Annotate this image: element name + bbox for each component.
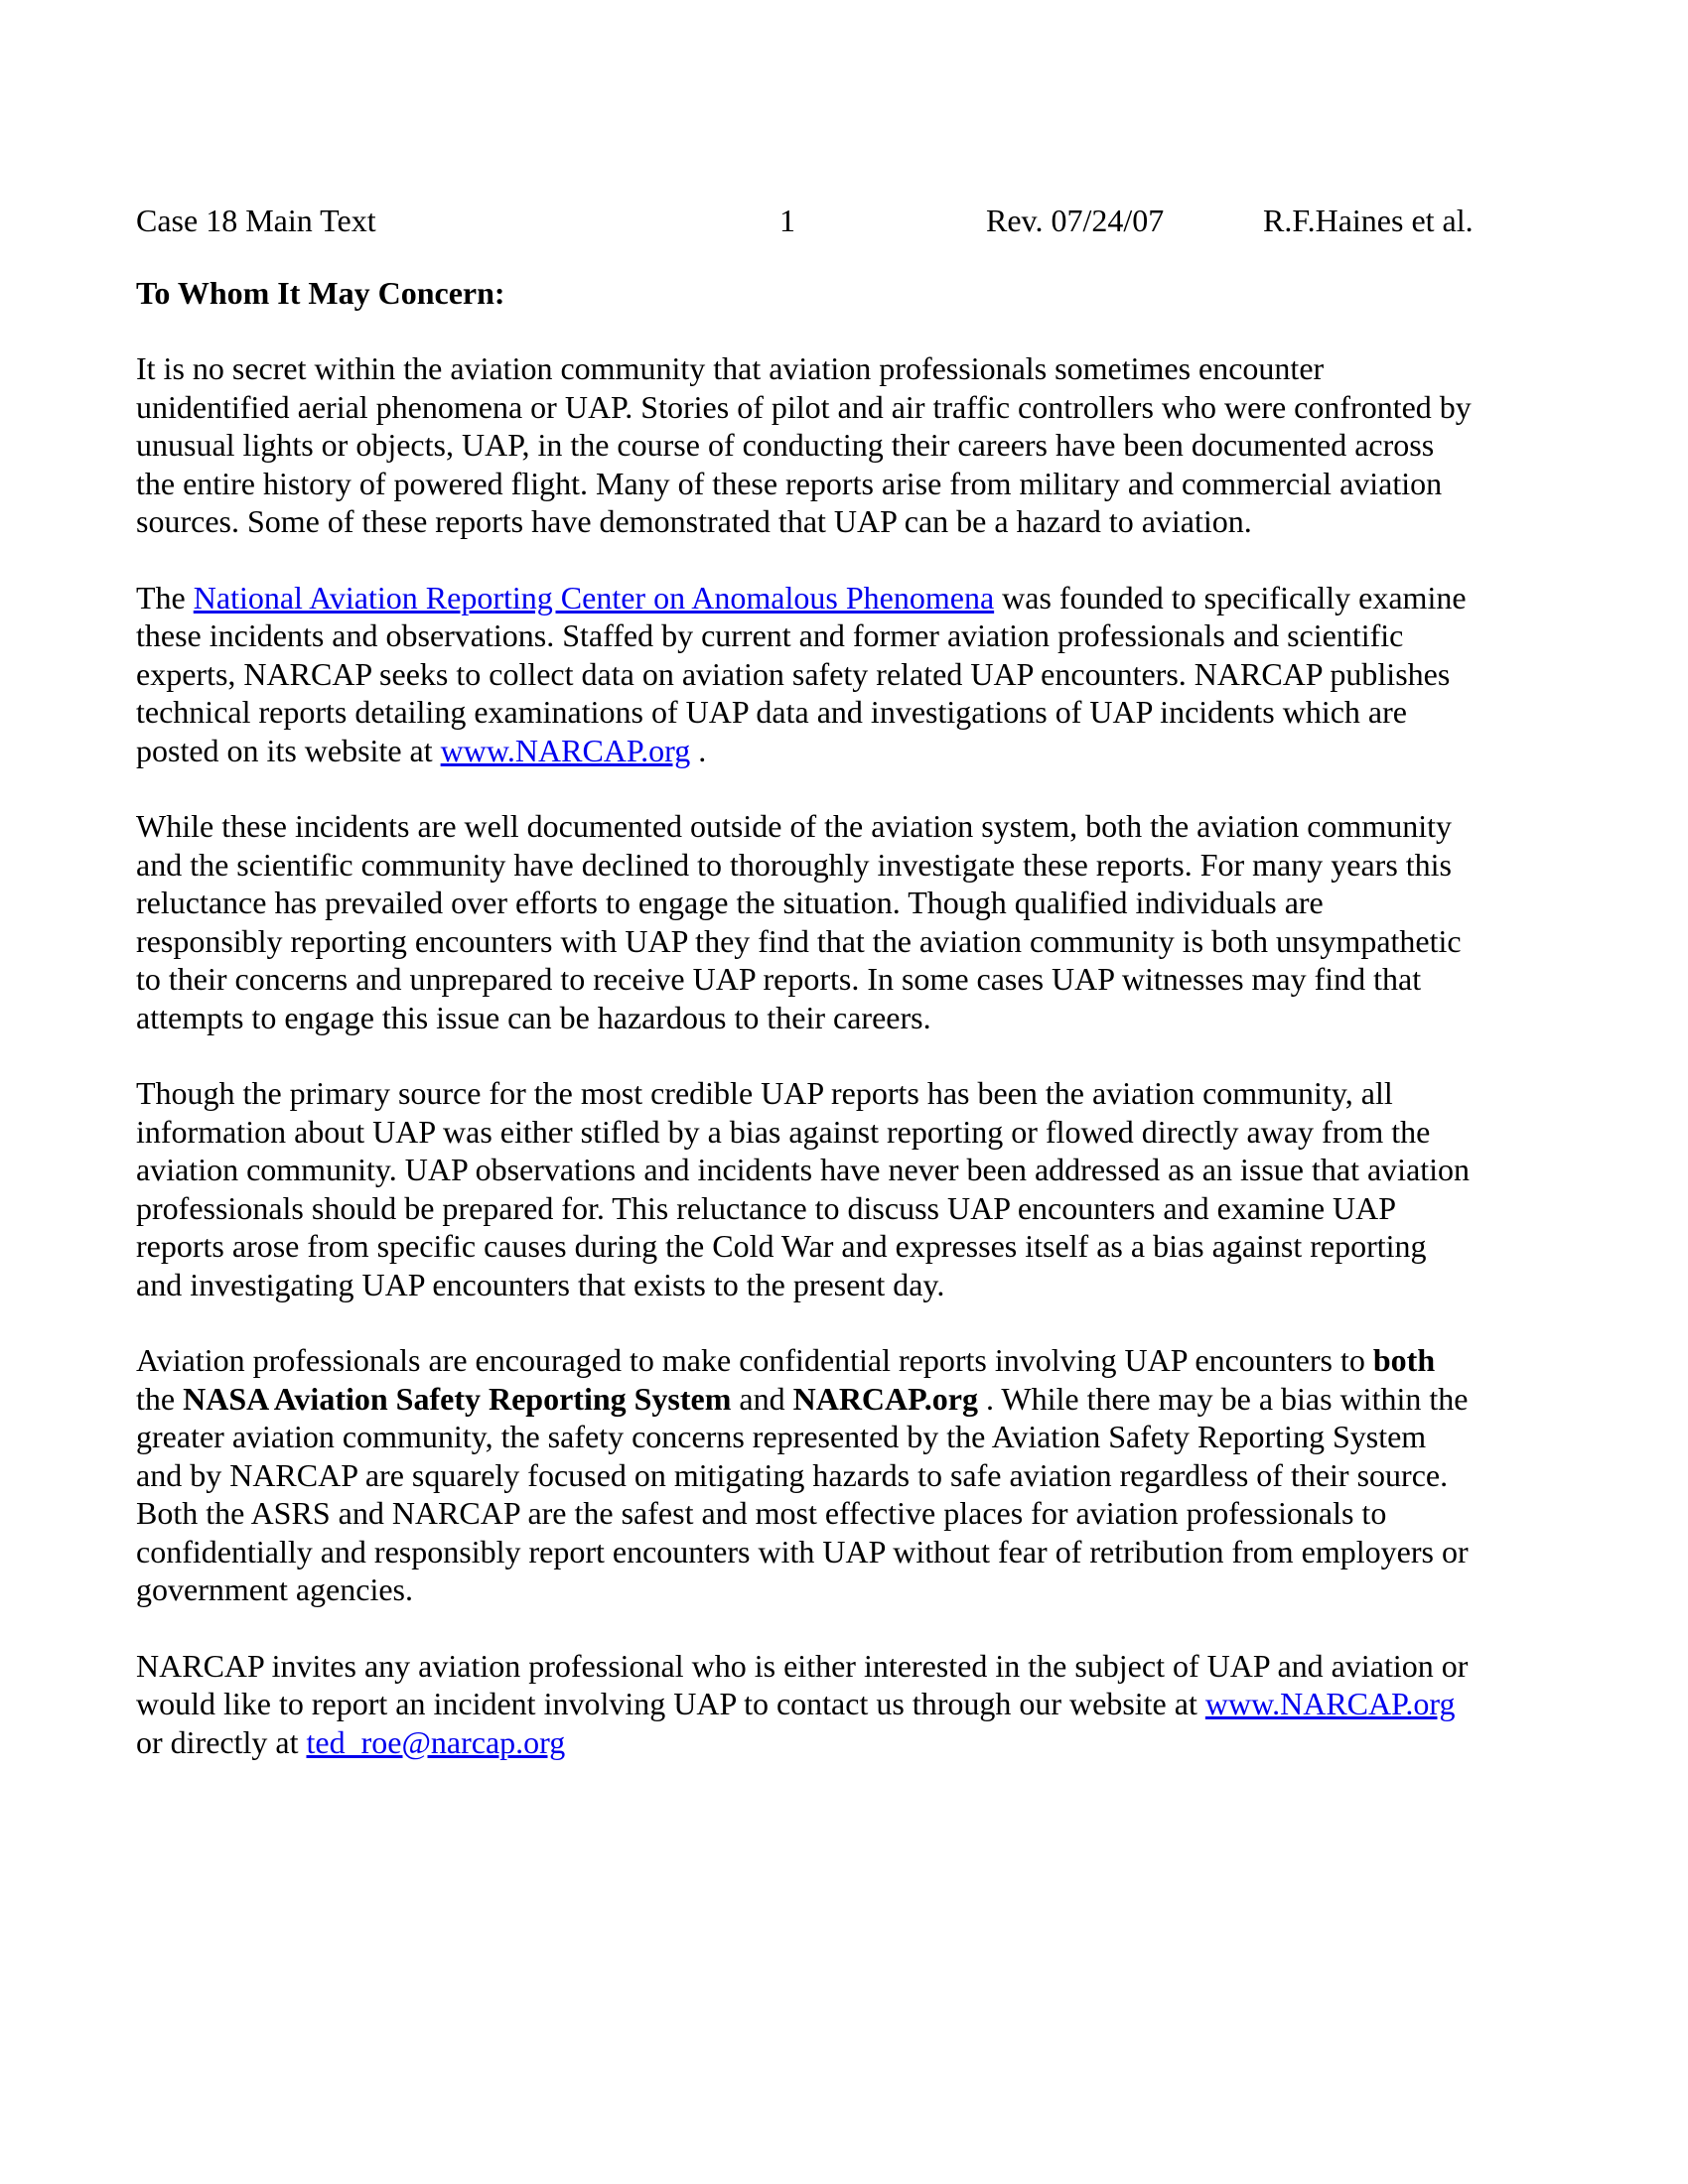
p1-line: unidentified aerial phenomena or UAP. Stories of pilot and air traffic controllers who were confronted by (136, 388, 1472, 425)
p5-text: and (731, 1380, 793, 1417)
p2-text: The (136, 579, 194, 615)
salutation: To Whom It May Concern: (136, 275, 505, 311)
p3-line: While these incidents are well documented outside of the aviation system, both the aviation community (136, 808, 1452, 844)
p2-line: technical reports detailing examinations of UAP data and investigations of UAP incidents which are (136, 694, 1407, 730)
p6-text: would like to report an incident involving UAP to contact us through our website at (136, 1686, 1205, 1721)
p5-bold-asrs: NASA Aviation Safety Reporting System (183, 1380, 732, 1417)
p5-line: and by NARCAP are squarely focused on mitigating hazards to safe aviation regardless of their source. (136, 1456, 1449, 1493)
paragraph-4 (136, 1074, 1546, 1303)
p3-line: attempts to engage this issue can be hazardous to their careers. (136, 999, 931, 1035)
p5-text: . While there may be a bias within the (977, 1380, 1469, 1417)
p3-line: to their concerns and unprepared to receive UAP reports. In some cases UAP witnesses may find that (136, 961, 1422, 997)
header-author: R.F.Haines et al. (1263, 203, 1474, 238)
paragraph-1 (136, 349, 1546, 541)
header-revision: Rev. 07/24/07 (986, 203, 1165, 238)
p5-line: confidentially and responsibly report encounters with UAP without fear of retribution from employers or (136, 1533, 1469, 1570)
paragraph-2 (136, 579, 1546, 770)
p4-line: reports arose from specific causes during the Cold War and expresses itself as a bias against reporting (136, 1228, 1427, 1264)
p5-text: the (136, 1380, 184, 1417)
narcap-website-link[interactable]: www.NARCAP.org (440, 732, 691, 768)
p5-line: Both the ASRS and NARCAP are the safest and most effective places for aviation professionals to (136, 1495, 1387, 1531)
p1-line: sources. Some of these reports have demonstrated that UAP can be a hazard to aviation. (136, 503, 1252, 539)
p2-line: experts, NARCAP seeks to collect data on aviation safety related UAP encounters. NARCAP publishes (136, 655, 1451, 692)
p5-text: Aviation professionals are encouraged to make confidential reports involving UAP encounters to (136, 1342, 1373, 1378)
page-header (136, 199, 1546, 242)
paragraph-6 (136, 1647, 1546, 1762)
document-page (136, 199, 1546, 1761)
p4-line: information about UAP was either stifled by a bias against reporting or flowed directly away from the (136, 1113, 1431, 1150)
p5-bold-narcap: NARCAP.org (792, 1380, 978, 1417)
paragraph-3 (136, 807, 1546, 1036)
p6-text: or directly at (136, 1723, 307, 1760)
p1-line: It is no secret within the aviation community that aviation professionals sometimes encounter (136, 350, 1325, 386)
email-link[interactable]: ted_roe@narcap.org (306, 1723, 566, 1760)
p2-line: these incidents and observations. Staffed by current and former aviation professionals and scientific (136, 617, 1404, 653)
p5-line: government agencies. (136, 1571, 413, 1607)
p3-line: reluctance has prevailed over efforts to engage the situation. Though qualified individuals are (136, 885, 1324, 920)
narcap-website-link[interactable]: www.NARCAP.org (1204, 1686, 1456, 1721)
p3-line: and the scientific community have declined to thoroughly investigate these reports. For many years this (136, 846, 1452, 883)
p5-line: greater aviation community, the safety concerns represented by the Aviation Safety Reporting System (136, 1419, 1427, 1454)
p4-line: professionals should be prepared for. This reluctance to discuss UAP encounters and examine UAP (136, 1189, 1397, 1226)
p4-line: Though the primary source for the most credible UAP reports has been the aviation community, all (136, 1075, 1393, 1111)
p1-line: the entire history of powered flight. Many of these reports arise from military and commercial aviation (136, 465, 1443, 501)
p2-text: posted on its website at (136, 732, 441, 768)
paragraph-5 (136, 1341, 1546, 1609)
p5-bold-both: both (1372, 1342, 1436, 1378)
p1-line: unusual lights or objects, UAP, in the course of conducting their careers have been documented across (136, 427, 1435, 463)
p6-line: NARCAP invites any aviation professional who is either interested in the subject of UAP and aviation or (136, 1647, 1469, 1684)
narcap-name-link[interactable]: National Aviation Reporting Center on Anomalous Phenomena (193, 579, 995, 615)
p2-text: . (690, 732, 707, 768)
p4-line: aviation community. UAP observations and incidents have never been addressed as an issue that aviation (136, 1152, 1471, 1187)
header-page-number: 1 (779, 203, 795, 238)
p3-line: responsibly reporting encounters with UAP they find that the aviation community is both unsympathetic (136, 922, 1462, 959)
p4-line: and investigating UAP encounters that exists to the present day. (136, 1266, 945, 1302)
header-title: Case 18 Main Text (136, 203, 376, 238)
p2-text: was founded to specifically examine (994, 579, 1467, 615)
